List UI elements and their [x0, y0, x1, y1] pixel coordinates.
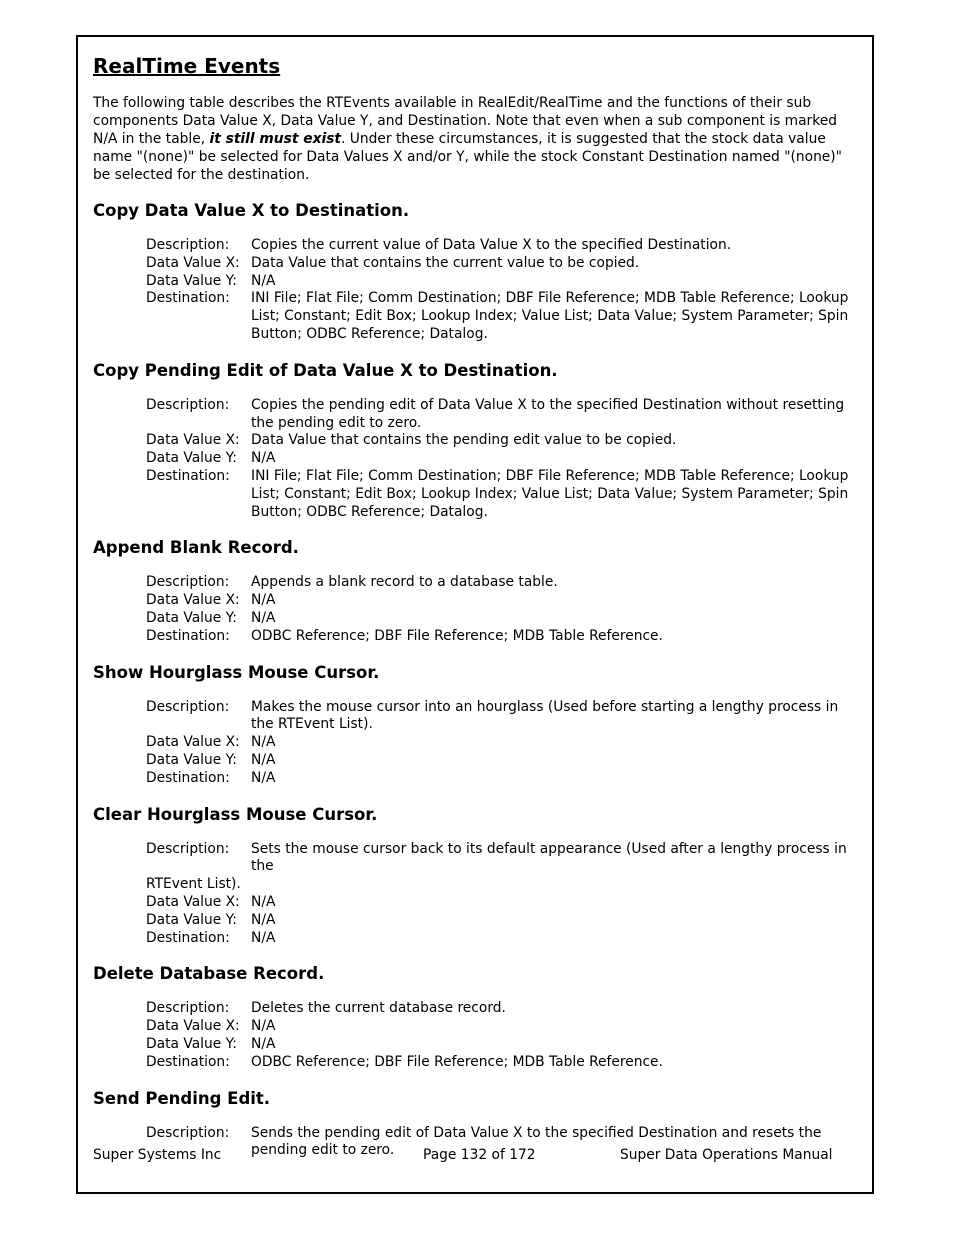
- data-value-x-label: Data Value X:: [146, 592, 240, 609]
- data-value-y-value: N/A: [251, 911, 276, 928]
- section-copy-pending-edit: [93, 361, 863, 522]
- description-label: Description:: [146, 574, 230, 591]
- description-label: Description:: [146, 237, 230, 253]
- section-show-hourglass: [93, 663, 863, 788]
- data-value-y-value: N/A: [251, 272, 276, 289]
- description-label: Description:: [146, 396, 230, 413]
- section-fields: [146, 397, 863, 522]
- section-fields: [146, 699, 863, 788]
- section-heading: Copy Pending Edit of Data Value X to Destination.: [93, 360, 558, 380]
- description-label: Description:: [146, 1124, 230, 1141]
- section-heading: Send Pending Edit.: [93, 1088, 271, 1108]
- footer-page-number: Page 132 of 172: [423, 1147, 536, 1163]
- section-heading: Delete Database Record.: [93, 964, 325, 984]
- page-title: RealTime Events: [93, 54, 281, 78]
- data-value-x-label: Data Value X:: [146, 893, 240, 910]
- description-label: Description:: [146, 1000, 230, 1017]
- destination-label: Destination:: [146, 627, 230, 644]
- destination-value: N/A: [251, 929, 276, 946]
- destination-label: Destination:: [146, 467, 230, 484]
- data-value-x-label: Data Value X:: [146, 254, 240, 271]
- data-value-y-label: Data Value Y:: [146, 272, 237, 289]
- destination-label: Destination:: [146, 290, 230, 307]
- data-value-y-value: N/A: [251, 609, 276, 626]
- description-value: Sends the pending edit of Data Value X to the specified Destination and resets the pending edit to zero.: [251, 1124, 822, 1159]
- section-clear-hourglass: [93, 805, 863, 948]
- data-value-x-label: Data Value X:: [146, 734, 240, 751]
- destination-value: ODBC Reference; DBF File Reference; MDB Table Reference.: [251, 1053, 663, 1070]
- data-value-y-value: N/A: [251, 1035, 276, 1052]
- section-fields: [146, 1000, 863, 1071]
- description-value: Sets the mouse cursor back to its default appearance (Used after a lengthy process in the: [251, 840, 847, 875]
- data-value-y-value: N/A: [251, 751, 276, 768]
- description-label: Description:: [146, 698, 230, 715]
- intro-paragraph: [93, 94, 863, 184]
- data-value-x-label: Data Value X:: [146, 432, 240, 449]
- page-content: [93, 52, 863, 1177]
- description-value: Deletes the current database record.: [251, 1000, 506, 1017]
- section-append-blank-record: [93, 538, 863, 645]
- data-value-x-value: N/A: [251, 893, 276, 910]
- destination-label: Destination:: [146, 769, 230, 786]
- data-value-y-label: Data Value Y:: [146, 450, 237, 467]
- destination-value: N/A: [251, 769, 276, 786]
- description-value: Copies the pending edit of Data Value X to the specified Destination without resetting the pending edit to zero.: [251, 396, 845, 431]
- data-value-x-value: N/A: [251, 1018, 276, 1035]
- section-fields: [146, 574, 863, 645]
- intro-text-2: . Under these circumstances, it is suggested that the stock data value name "(none)" be selected for Data Values X and/or Y, while the stock Constant Destination named "(none)" be selected for the destination.: [93, 131, 843, 183]
- data-value-x-value: Data Value that contains the pending edit value to be copied.: [251, 432, 677, 449]
- data-value-y-label: Data Value Y:: [146, 911, 237, 928]
- footer-company: Super Systems Inc: [93, 1147, 222, 1163]
- data-value-x-value: Data Value that contains the current value to be copied.: [251, 254, 640, 271]
- footer-manual-title: Super Data Operations Manual: [620, 1147, 833, 1163]
- description-value: Copies the current value of Data Value X to the specified Destination.: [251, 237, 732, 253]
- section-heading: Clear Hourglass Mouse Cursor.: [93, 804, 378, 824]
- data-value-x-value: N/A: [251, 734, 276, 751]
- data-value-y-label: Data Value Y:: [146, 751, 237, 768]
- data-value-y-label: Data Value Y:: [146, 609, 237, 626]
- destination-value: INI File; Flat File; Comm Destination; DBF File Reference; MDB Table Reference; Lookup List; Constant; Edit Box; Lookup Index; Value List; Data Value; System Parameter; Spin Button; ODBC Reference; Datalog.: [251, 467, 849, 520]
- section-fields: [146, 237, 863, 344]
- description-continuation: RTEvent List).: [146, 876, 241, 893]
- section-heading: Copy Data Value X to Destination.: [93, 201, 410, 220]
- destination-value: ODBC Reference; DBF File Reference; MDB Table Reference.: [251, 627, 663, 644]
- intro-text-1: The following table describes the RTEvents available in RealEdit/RealTime and the functions of their sub components Data Value X, Data Value Y, and Destination. Note that even when a sub component is marked N/A in the table,: [93, 95, 837, 147]
- destination-value: INI File; Flat File; Comm Destination; DBF File Reference; MDB Table Reference; Lookup List; Constant; Edit Box; Lookup Index; Value List; Data Value; System Parameter; Spin Button; ODBC Reference; Datalog.: [251, 290, 849, 342]
- description-value: Makes the mouse cursor into an hourglass (Used before starting a lengthy process in the RTEvent List).: [251, 698, 839, 733]
- data-value-y-value: N/A: [251, 450, 276, 467]
- section-delete-record: [93, 964, 863, 1071]
- section-fields: [146, 841, 863, 948]
- data-value-x-value: N/A: [251, 592, 276, 609]
- data-value-y-label: Data Value Y:: [146, 1035, 237, 1052]
- destination-label: Destination:: [146, 929, 230, 946]
- section-copy-data-value: [93, 201, 863, 344]
- destination-label: Destination:: [146, 1053, 230, 1070]
- description-value: Appends a blank record to a database table.: [251, 574, 558, 591]
- description-label: Description:: [146, 840, 230, 857]
- data-value-x-label: Data Value X:: [146, 1018, 240, 1035]
- section-heading: Show Hourglass Mouse Cursor.: [93, 662, 380, 682]
- intro-emphasis: it still must exist: [209, 131, 342, 147]
- section-heading: Append Blank Record.: [93, 538, 299, 558]
